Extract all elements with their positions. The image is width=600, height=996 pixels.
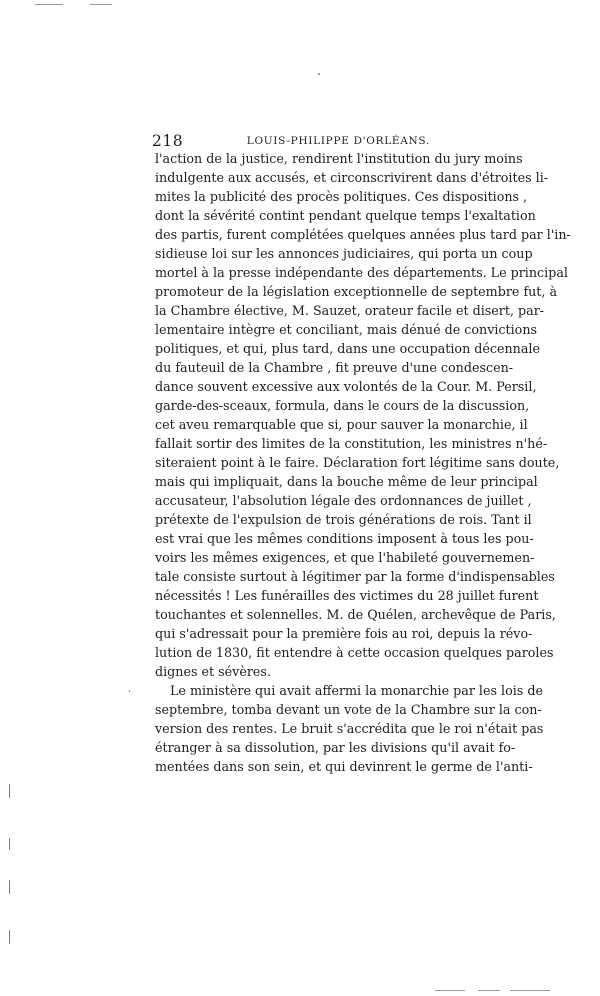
text-line: mentées dans son sein, et qui devinrent le germe de l'anti- <box>155 759 533 774</box>
text-line: mites la publicité des procès politiques. Ces dispositions , <box>155 189 528 204</box>
text-line: voirs les mêmes exigences, et que l'habileté gouvernemen- <box>155 550 535 565</box>
text-line: promoteur de la législation exceptionnelle de septembre fut, à <box>155 284 558 299</box>
text-line: mais qui impliquait, dans la bouche même de leur principal <box>155 474 538 489</box>
text-line: qui s'adressait pour la première fois au roi, depuis la révo- <box>155 626 533 641</box>
text-line: sidieuse loi sur les annonces judiciaires, qui porta un coup <box>155 246 533 261</box>
page-number: 218 <box>152 132 184 150</box>
text-line: lution de 1830, fit entendre à cette occasion quelques paroles <box>155 645 554 660</box>
body-text <box>155 149 571 776</box>
text-line: septembre, tomba devant un vote de la Chambre sur la con- <box>155 702 542 717</box>
scan-edge-line <box>90 4 112 5</box>
text-line: fallait sortir des limites de la constitution, les ministres n'hé- <box>155 436 548 451</box>
scan-edge-line <box>35 4 63 5</box>
text-line: nécessités ! Les funérailles des victimes du 28 juillet furent <box>155 588 539 603</box>
text-line: dignes et sévères. <box>155 664 271 679</box>
text-line: l'action de la justice, rendirent l'institution du jury moins <box>155 151 523 166</box>
text-line: siteraient point à le faire. Déclaration fort légitime sans doute, <box>155 455 560 470</box>
text-line: touchantes et solennelles. M. de Quélen, archevêque de Paris, <box>155 607 556 622</box>
text-line: garde-des-sceaux, formula, dans le cours de la discussion, <box>155 398 530 413</box>
paragraph <box>155 681 544 776</box>
paragraph <box>155 149 571 681</box>
scan-edge-line <box>510 990 550 991</box>
text-line: cet aveu remarquable que si, pour sauver la monarchie, il <box>155 417 528 432</box>
text-line: lementaire intègre et conciliant, mais dénué de convictions <box>155 322 538 337</box>
margin-mark <box>9 838 10 850</box>
scan-speck <box>318 73 320 75</box>
scan-edge-line <box>478 990 500 991</box>
text-line: du fauteuil de la Chambre , fit preuve d'une condescen- <box>155 360 514 375</box>
text-line: prétexte de l'expulsion de trois générations de rois. Tant il <box>155 512 532 527</box>
text-line: version des rentes. Le bruit s'accrédita que le roi n'était pas <box>155 721 544 736</box>
text-line: dont la sévérité contint pendant quelque temps l'exaltation <box>155 208 536 223</box>
text-line: est vrai que les mêmes conditions imposent à tous les pou- <box>155 531 534 546</box>
text-line: accusateur, l'absolution légale des ordonnances de juillet , <box>155 493 532 508</box>
text-line: tale consiste surtout à légitimer par la forme d'indispensables <box>155 569 555 584</box>
text-line: étranger à sa dissolution, par les divisions qu'il avait fo- <box>155 740 516 755</box>
text-line: dance souvent excessive aux volontés de la Cour. M. Persil, <box>155 379 537 394</box>
margin-mark <box>9 784 10 798</box>
text-line: des partis, furent complétées quelques années plus tard par l'in- <box>155 227 571 242</box>
margin-mark <box>9 930 10 944</box>
text-line: politiques, et qui, plus tard, dans une occupation décennale <box>155 341 540 356</box>
running-title: LOUIS-PHILIPPE D'ORLÉANS. <box>246 135 430 147</box>
margin-mark <box>9 880 10 894</box>
text-line: indulgente aux accusés, et circonscrivirent dans d'étroites li- <box>155 170 549 185</box>
text-line: la Chambre élective, M. Sauzet, orateur facile et disert, par- <box>155 303 545 318</box>
scan-edge-line <box>435 990 465 991</box>
text-line: mortel à la presse indépendante des départements. Le principal <box>155 265 568 280</box>
scan-speck <box>129 690 130 692</box>
text-line: Le ministère qui avait affermi la monarchie par les lois de <box>170 683 543 698</box>
